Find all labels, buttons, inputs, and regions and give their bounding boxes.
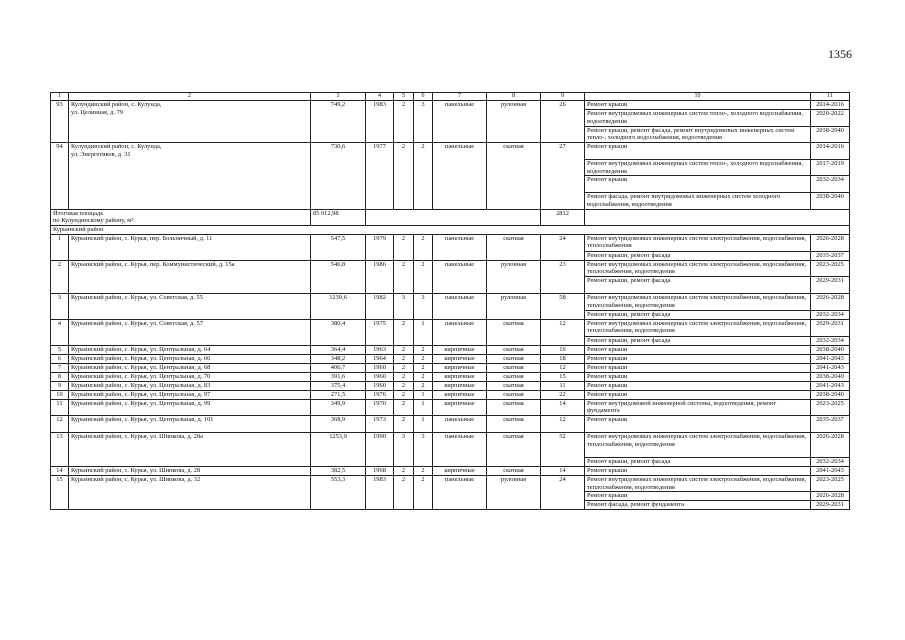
wall-material: панельные <box>433 415 487 432</box>
repair-period: 2041-2043 <box>811 466 850 475</box>
header-row <box>51 93 850 101</box>
build-year: 1960 <box>366 363 394 372</box>
apartments: 22 <box>541 390 585 399</box>
wall-material: кирпичные <box>433 381 487 390</box>
repair-period: 2026-2028 <box>811 432 850 457</box>
table-row <box>51 142 850 159</box>
total-area: 85 012,98 <box>311 209 366 225</box>
address: Кулундинский район, с. Кулунда, ул. Энергетиков, д. 31 <box>69 142 311 209</box>
row-number: 93 <box>51 101 69 143</box>
apartments: 27 <box>541 142 585 209</box>
wall-material: панельные <box>433 319 487 345</box>
total-area: 730,6 <box>311 142 366 209</box>
address: Курьинский район, с. Курья, ул. Шипкова, д. 28а <box>69 432 311 466</box>
table-row <box>51 345 850 354</box>
work-type: Ремонт крыши, ремонт фасада <box>585 310 811 319</box>
empty-cell <box>366 209 541 225</box>
table-row <box>51 294 850 310</box>
floors: 2 <box>394 466 414 475</box>
apartments: 12 <box>541 319 585 345</box>
entrances: 2 <box>414 142 433 209</box>
repair-period: 2023-2025 <box>811 399 850 415</box>
row-number: 2 <box>51 260 69 293</box>
row-number: 5 <box>51 345 69 354</box>
build-year: 1963 <box>366 345 394 354</box>
total-area: 349,9 <box>311 399 366 415</box>
work-type: Ремонт внутридомовых инженерных систем тепло-, холодного водоснабжения, водоотведения <box>585 159 811 175</box>
address: Курьинский район, с. Курья, ул. Центральная, д. 97 <box>69 390 311 399</box>
work-type: Ремонт внутридомовых инженерных систем электроснабжения, водоснабжения, теплоснабжения, водоотведения <box>585 319 811 336</box>
build-year: 1982 <box>366 294 394 319</box>
section-title: Курьинский район <box>51 226 850 235</box>
entrances: 2 <box>414 345 433 354</box>
apartments: 18 <box>541 354 585 363</box>
roof-type: скатная <box>487 363 541 372</box>
repair-period: 2032-2034 <box>811 310 850 319</box>
apartments: 23 <box>541 260 585 293</box>
work-type: Ремонт крыши, ремонт фасада <box>585 336 811 345</box>
page-number: 1356 <box>828 47 852 61</box>
floors: 2 <box>394 415 414 432</box>
repair-period: 2014-2016 <box>811 101 850 110</box>
table-row <box>51 432 850 457</box>
entrances: 2 <box>414 234 433 260</box>
work-type: Ремонт крыши <box>585 101 811 110</box>
row-number: 14 <box>51 466 69 475</box>
entrances: 1 <box>414 390 433 399</box>
entrances: 1 <box>414 415 433 432</box>
roof-type: рулонная <box>487 260 541 293</box>
total-area: 546,8 <box>311 260 366 293</box>
repair-period: 2035-2037 <box>811 415 850 432</box>
wall-material: кирпичные <box>433 354 487 363</box>
row-number: 1 <box>51 234 69 260</box>
table-row <box>51 390 850 399</box>
floors: 2 <box>394 234 414 260</box>
work-type: Ремонт крыши <box>585 176 811 193</box>
apartments: 24 <box>541 475 585 509</box>
roof-type: скатная <box>487 372 541 381</box>
build-year: 1960 <box>366 372 394 381</box>
build-year: 1973 <box>366 415 394 432</box>
row-number: 7 <box>51 363 69 372</box>
roof-type: скатная <box>487 381 541 390</box>
work-type: Ремонт внутридомовых инженерных систем электроснабжения, водоснабжения, теплоснабжения <box>585 234 811 251</box>
work-type: Ремонт крыши <box>585 415 811 432</box>
work-type: Ремонт внутридомовых инженерных систем электроснабжения, водоснабжения, теплоснабжения, водоотведения <box>585 475 811 491</box>
row-number: 6 <box>51 354 69 363</box>
column-number: 9 <box>541 93 585 101</box>
table-row <box>51 234 850 251</box>
work-type: Ремонт крыши, ремонт фасада <box>585 251 811 260</box>
row-number: 3 <box>51 294 69 319</box>
address: Курьинский район, с. Курья, ул. Советская, д. 57 <box>69 319 311 345</box>
build-year: 1986 <box>366 260 394 293</box>
repair-period: 2017-2019 <box>811 159 850 175</box>
repair-period: 2026-2028 <box>811 294 850 310</box>
repair-period: 2038-2040 <box>811 126 850 142</box>
floors: 2 <box>394 142 414 209</box>
total-area: 364,4 <box>311 345 366 354</box>
table-row <box>51 260 850 276</box>
apartments: 24 <box>541 234 585 260</box>
build-year: 1964 <box>366 354 394 363</box>
apartments: 14 <box>541 466 585 475</box>
address: Курьинский район, с. Курья, пер. Больничный, д. 11 <box>69 234 311 260</box>
roof-type: скатная <box>487 432 541 466</box>
total-area: 375,4 <box>311 381 366 390</box>
address: Курьинский район, с. Курья, пер. Коммунистический, д. 15а <box>69 260 311 293</box>
roof-type: скатная <box>487 415 541 432</box>
entrances: 2 <box>414 260 433 293</box>
build-year: 1983 <box>366 475 394 509</box>
table-row <box>51 372 850 381</box>
apartments: 26 <box>541 101 585 143</box>
work-type: Ремонт внутридомовых инженерных систем электроснабжения, водоснабжения, теплоснабжения, водоотведения <box>585 432 811 457</box>
work-type: Ремонт крыши, ремонт фасада <box>585 277 811 294</box>
row-number: 10 <box>51 390 69 399</box>
address: Курьинский район, с. Курья, ул. Шипкова, д. 28 <box>69 466 311 475</box>
entrances: 2 <box>414 363 433 372</box>
entrances: 3 <box>414 294 433 319</box>
total-area: 749,2 <box>311 101 366 143</box>
apartments: 14 <box>541 399 585 415</box>
build-year: 1970 <box>366 399 394 415</box>
repair-period: 2023-2025 <box>811 475 850 491</box>
floors: 2 <box>394 345 414 354</box>
work-type: Ремонт крыши <box>585 372 811 381</box>
row-number: 9 <box>51 381 69 390</box>
row-number: 4 <box>51 319 69 345</box>
repair-period: 2041-2043 <box>811 363 850 372</box>
row-number: 15 <box>51 475 69 509</box>
roof-type: рулонная <box>487 294 541 319</box>
apartments: 12 <box>541 363 585 372</box>
address: Курьинский район, с. Курья, ул. Центральная, д. 64 <box>69 345 311 354</box>
wall-material: кирпичные <box>433 372 487 381</box>
work-type: Ремонт внутридомовых инженерных систем электроснабжения, водоснабжения, теплоснабжения, водоотведения <box>585 294 811 310</box>
apartments: 15 <box>541 372 585 381</box>
column-number: 5 <box>394 93 414 101</box>
total-area: 391,6 <box>311 372 366 381</box>
column-number: 4 <box>366 93 394 101</box>
repair-period: 2038-2040 <box>811 193 850 209</box>
address: Курьинский район, с. Курья, ул. Центральная, д. 66 <box>69 354 311 363</box>
repair-period: 2032-2034 <box>811 176 850 193</box>
apartments: 11 <box>541 381 585 390</box>
floors: 2 <box>394 101 414 143</box>
repair-period: 2026-2028 <box>811 234 850 251</box>
column-number: 10 <box>585 93 811 101</box>
repair-period: 2032-2034 <box>811 336 850 345</box>
row-number: 13 <box>51 432 69 466</box>
table-row <box>51 363 850 372</box>
repair-period: 2035-2037 <box>811 251 850 260</box>
work-type: Ремонт фасада, ремонт фундамента <box>585 501 811 510</box>
total-label: Итоговая площадь по Кулундинскому району, м²: <box>51 209 311 225</box>
wall-material: панельные <box>433 234 487 260</box>
work-type: Ремонт внутридомовых инженерных систем тепло-, холодного водоснабжения, водоотведения <box>585 110 811 126</box>
empty-cell <box>585 209 850 225</box>
address: Курьинский район, с. Курья, ул. Центральная, д. 101 <box>69 415 311 432</box>
repair-period: 2038-2040 <box>811 345 850 354</box>
roof-type: рулонная <box>487 475 541 509</box>
work-type: Ремонт крыши <box>585 363 811 372</box>
total-area: 547,5 <box>311 234 366 260</box>
work-type: Ремонт крыши, ремонт фасада, ремонт внутридомовых инженерных систем тепло-, холодного водоснабжения, водоотведения <box>585 126 811 142</box>
floors: 2 <box>394 475 414 509</box>
wall-material: кирпичные <box>433 363 487 372</box>
roof-type: скатная <box>487 466 541 475</box>
build-year: 1983 <box>366 101 394 143</box>
column-number: 8 <box>487 93 541 101</box>
build-year: 1976 <box>366 390 394 399</box>
entrances: 2 <box>414 475 433 509</box>
work-type: Ремонт крыши <box>585 466 811 475</box>
repair-period: 2026-2028 <box>811 492 850 501</box>
total-area: 348,2 <box>311 354 366 363</box>
roof-type: рулонная <box>487 101 541 143</box>
wall-material: кирпичные <box>433 345 487 354</box>
roof-type: скатная <box>487 354 541 363</box>
total-area: 271,5 <box>311 390 366 399</box>
repair-period: 2029-2031 <box>811 319 850 336</box>
wall-material: панельные <box>433 475 487 509</box>
row-number: 94 <box>51 142 69 209</box>
repair-period: 2038-2040 <box>811 372 850 381</box>
wall-material: панельные <box>433 142 487 209</box>
entrances: 3 <box>414 432 433 466</box>
build-year: 1990 <box>366 432 394 466</box>
entrances: 2 <box>414 466 433 475</box>
repair-period: 2041-2043 <box>811 354 850 363</box>
work-type: Ремонт крыши <box>585 345 811 354</box>
work-type: Ремонт крыши <box>585 492 811 501</box>
row-number: 8 <box>51 372 69 381</box>
apartments: 16 <box>541 345 585 354</box>
work-type: Ремонт крыши <box>585 354 811 363</box>
floors: 3 <box>394 432 414 466</box>
repair-period: 2032-2034 <box>811 457 850 466</box>
repair-period: 2023-2025 <box>811 260 850 276</box>
repair-period: 2029-2031 <box>811 501 850 510</box>
build-year: 1968 <box>366 466 394 475</box>
roof-type: скатная <box>487 142 541 209</box>
table-row <box>51 354 850 363</box>
column-number: 3 <box>311 93 366 101</box>
apartments: 52 <box>541 432 585 466</box>
column-number: 7 <box>433 93 487 101</box>
column-number: 6 <box>414 93 433 101</box>
total-area: 380,4 <box>311 319 366 345</box>
column-number: 1 <box>51 93 69 101</box>
build-year: 1960 <box>366 381 394 390</box>
floors: 2 <box>394 363 414 372</box>
table-row <box>51 415 850 432</box>
wall-material: панельные <box>433 260 487 293</box>
table-row <box>51 475 850 491</box>
floors: 2 <box>394 260 414 293</box>
floors: 2 <box>394 390 414 399</box>
wall-material: кирпичные <box>433 390 487 399</box>
build-year: 1977 <box>366 142 394 209</box>
entrances: 2 <box>414 372 433 381</box>
repair-period: 2020-2022 <box>811 110 850 126</box>
table-row <box>51 381 850 390</box>
apartments: 12 <box>541 415 585 432</box>
wall-material: кирпичные <box>433 399 487 415</box>
address: Курьинский район, с. Курья, ул. Шипкова, д. 32 <box>69 475 311 509</box>
wall-material: кирпичные <box>433 466 487 475</box>
repair-period: 2038-2040 <box>811 390 850 399</box>
address: Курьинский район, с. Курья, ул. Центральная, д. 99 <box>69 399 311 415</box>
work-type: Ремонт фасада, ремонт внутридомовых инженерных систем холодного водоснабжения, водоотведения <box>585 193 811 209</box>
row-number: 12 <box>51 415 69 432</box>
roof-type: скатная <box>487 345 541 354</box>
build-year: 1975 <box>366 319 394 345</box>
wall-material: панельные <box>433 294 487 319</box>
entrances: 2 <box>414 381 433 390</box>
floors: 2 <box>394 381 414 390</box>
repair-period: 2041-2043 <box>811 381 850 390</box>
work-type: Ремонт крыши <box>585 390 811 399</box>
address: Курьинский район, с. Курья, ул. Центральная, д. 83 <box>69 381 311 390</box>
address: Курьинский район, с. Курья, ул. Центральная, д. 70 <box>69 372 311 381</box>
table-row <box>51 466 850 475</box>
wall-material: панельные <box>433 101 487 143</box>
work-type: Ремонт крыши, ремонт фасада <box>585 457 811 466</box>
floors: 2 <box>394 319 414 345</box>
table-row <box>51 101 850 110</box>
floors: 2 <box>394 399 414 415</box>
table-row <box>51 319 850 336</box>
total-area: 368,9 <box>311 415 366 432</box>
wall-material: панельные <box>433 432 487 466</box>
entrances: 3 <box>414 101 433 143</box>
roof-type: скатная <box>487 399 541 415</box>
total-apartments: 2812 <box>541 209 585 225</box>
work-type: Ремонт внутридомовой инженерной системы, водоотведения, ремонт фундамента <box>585 399 811 415</box>
entrances: 1 <box>414 399 433 415</box>
capital-repair-table <box>50 92 850 510</box>
section-row <box>51 226 850 235</box>
floors: 2 <box>394 372 414 381</box>
total-area: 406,7 <box>311 363 366 372</box>
total-area: 1239,6 <box>311 294 366 319</box>
total-row <box>51 209 850 225</box>
build-year: 1979 <box>366 234 394 260</box>
row-number: 11 <box>51 399 69 415</box>
address: Курьинский район, с. Курья, ул. Советская, д. 55 <box>69 294 311 319</box>
roof-type: скатная <box>487 319 541 345</box>
total-area: 553,3 <box>311 475 366 509</box>
address: Курьинский район, с. Курья, ул. Центральная, д. 68 <box>69 363 311 372</box>
column-number: 2 <box>69 93 311 101</box>
floors: 2 <box>394 354 414 363</box>
apartments: 58 <box>541 294 585 319</box>
floors: 3 <box>394 294 414 319</box>
roof-type: скатная <box>487 234 541 260</box>
work-type: Ремонт внутридомовых инженерных систем электроснабжения, водоснабжения, теплоснабжения, водоотведения <box>585 260 811 276</box>
repair-period: 2014-2016 <box>811 142 850 159</box>
repair-period: 2029-2031 <box>811 277 850 294</box>
work-type: Ремонт крыши <box>585 142 811 159</box>
total-area: 1253,9 <box>311 432 366 466</box>
entrances: 2 <box>414 354 433 363</box>
table-row <box>51 399 850 415</box>
work-type: Ремонт крыши <box>585 381 811 390</box>
roof-type: скатная <box>487 390 541 399</box>
column-number: 11 <box>811 93 850 101</box>
total-area: 382,5 <box>311 466 366 475</box>
address: Кулундинский район, с. Кулунда, ул. Целинная, д. 79 <box>69 101 311 143</box>
entrances: 1 <box>414 319 433 345</box>
